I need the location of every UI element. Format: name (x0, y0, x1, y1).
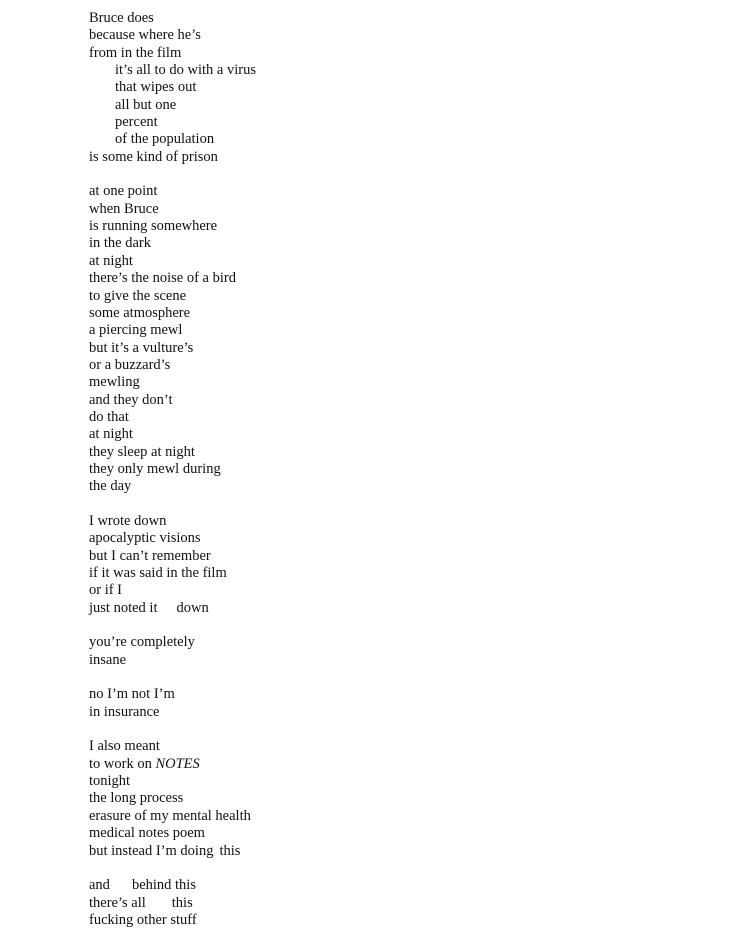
poem-line: is some kind of prison (89, 148, 218, 165)
stanza-6 (89, 738, 689, 859)
poem-line: at night (89, 252, 133, 269)
stanza-break (89, 166, 689, 183)
poem-line-indented: it’s all to do with a virus (115, 62, 256, 79)
poem-line: if it was said in the film (89, 565, 227, 581)
poem-line: no I’m not I’m (89, 686, 175, 703)
poem-line: but I can’t remember (89, 547, 211, 564)
stanza-1 (89, 10, 689, 166)
poem-line (89, 895, 689, 912)
poem-line (89, 877, 689, 894)
poem-line: when Bruce (89, 200, 159, 217)
poem-fragment: but instead I’m doing (89, 842, 214, 859)
poem-fragment: this (171, 894, 193, 911)
stanza-break (89, 860, 689, 877)
poem-line (89, 600, 689, 617)
poem-line: but it’s a vulture’s (89, 339, 194, 356)
poem-line: in the dark (89, 235, 152, 252)
poem-fragment: behind this (131, 877, 196, 894)
poem-line: I also meant (89, 738, 160, 755)
poem-line: you’re completely (89, 634, 195, 651)
poem-line: is running somewhere (89, 218, 218, 235)
poem-line: fucking other stuff (89, 911, 197, 928)
poem-line-indented: percent (115, 114, 158, 131)
poem-line: insane (89, 651, 127, 668)
poem-line-indented: all but one (115, 96, 177, 113)
stanza-2 (89, 183, 689, 495)
poem-line: at one point (89, 183, 158, 200)
stanza-break (89, 496, 689, 513)
poem-fragment: down (176, 599, 209, 616)
poem-fragment: and (89, 877, 110, 894)
poem-line: erasure of my mental health (89, 807, 251, 824)
poem-line: in insurance (89, 703, 160, 720)
poem-line: to give the scene (89, 287, 187, 304)
stanza-3 (89, 513, 689, 617)
poem-line-indented: of the population (115, 131, 215, 148)
notes-title-italic: NOTES (155, 755, 200, 772)
stanza-break (89, 721, 689, 738)
poem-line: the long process (89, 790, 184, 807)
poem-line: and they don’t (89, 391, 173, 408)
poem-line: medical notes poem (89, 825, 205, 842)
poem-line: some atmosphere (89, 304, 191, 321)
poem-line: at night (89, 426, 133, 443)
poem-fragment: just noted it (89, 599, 158, 616)
poem-line: there’s the noise of a bird (89, 270, 236, 287)
poem-line: apocalyptic visions (89, 530, 201, 547)
poem-fragment: there’s all (89, 894, 146, 911)
poem-line: because where he’s (89, 27, 201, 44)
poem-fragment: to work on (89, 755, 156, 772)
poem-line: they only mewl during (89, 460, 221, 477)
poem-line: I wrote down (89, 512, 167, 529)
stanza-4 (89, 634, 689, 669)
poem-line (89, 843, 689, 860)
poem-line: from in the film (89, 44, 182, 61)
poem-line-indented: that wipes out (115, 79, 197, 96)
stanza-7 (89, 877, 689, 929)
stanza-break (89, 669, 689, 686)
poem-line: they sleep at night (89, 443, 195, 460)
poem-line: the day (89, 478, 132, 495)
poem-line: or a buzzard’s (89, 356, 171, 373)
poem-line: Bruce does (89, 10, 154, 26)
poem-fragment: this (219, 842, 241, 859)
poem-line: or if I (89, 582, 123, 599)
stanza-break (89, 617, 689, 634)
poem-text (89, 10, 689, 929)
stanza-5 (89, 686, 689, 721)
poem-line (89, 756, 689, 773)
poem-line: a piercing mewl (89, 322, 183, 339)
poem-line: do that (89, 408, 129, 425)
poem-line: mewling (89, 374, 140, 391)
poem-line: tonight (89, 773, 131, 790)
